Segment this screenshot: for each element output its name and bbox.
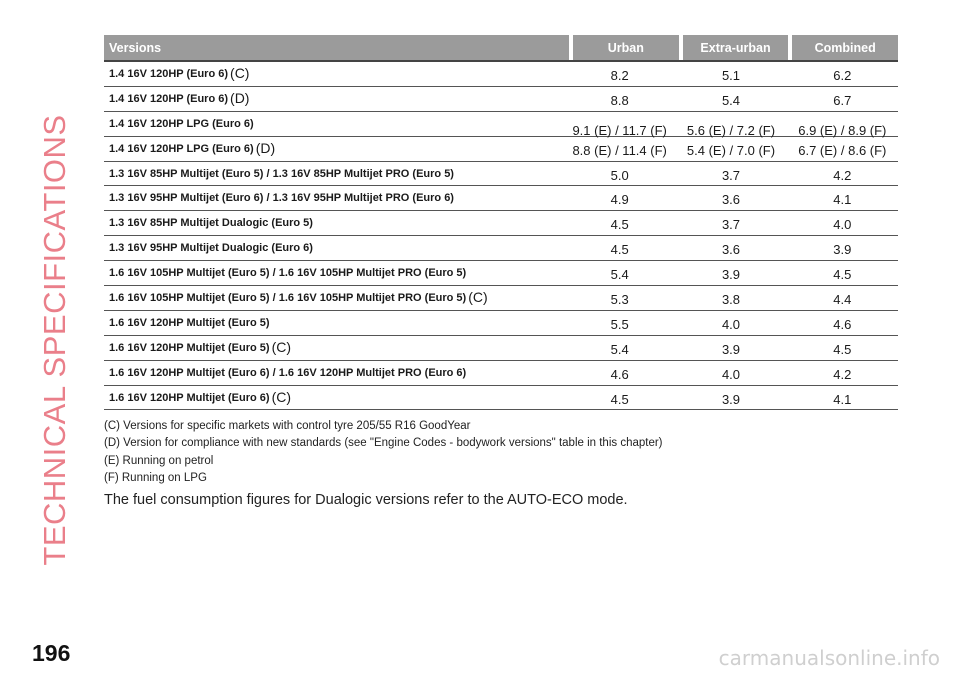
urban-value: 4.9 — [610, 192, 629, 208]
table-row — [104, 336, 898, 361]
extra-urban-value: 4.0 — [721, 366, 741, 382]
urban-value: 4.5 — [610, 391, 629, 407]
combined-value: 4.5 — [833, 267, 852, 283]
combined-value: 6.2 — [833, 68, 852, 83]
closing-note: The fuel consumption figures for Dualogic versions refer to the AUTO-ECO mode. — [104, 492, 628, 508]
footnote: (D) Version for compliance with new standards (see "Engine Codes - bodywork versions" table in this chapter) — [104, 437, 663, 450]
combined-value: 4.5 — [833, 341, 852, 357]
version-name: 1.4 16V 120HP (Euro 6) — [109, 68, 229, 80]
urban-value: 5.4 — [610, 341, 629, 357]
version-name: 1.3 16V 95HP Multijet Dualogic (Euro 6) — [109, 242, 313, 255]
extra-urban-value: 5.1 — [721, 68, 741, 83]
header-versions: Versions — [109, 40, 162, 55]
combined-value: 4.1 — [833, 192, 852, 208]
urban-value: 8.8 (E) / 11.4 (F) — [572, 142, 667, 158]
version-name: 1.4 16V 120HP LPG (Euro 6) — [109, 142, 254, 155]
extra-urban-value: 4.0 — [721, 316, 741, 332]
extra-urban-value: 3.6 — [721, 192, 741, 208]
version-name: 1.6 16V 120HP Multijet (Euro 6) / 1.6 16V 120HP Multijet PRO (Euro 6) — [109, 366, 467, 379]
table-row — [104, 361, 898, 386]
combined-value: 4.6 — [833, 316, 852, 332]
table-row — [104, 236, 898, 261]
urban-value: 4.5 — [610, 217, 629, 233]
table-row — [104, 186, 898, 211]
version-name: 1.6 16V 105HP Multijet (Euro 5) / 1.6 16V 105HP Multijet PRO (Euro 5) — [109, 292, 467, 305]
urban-value: 5.4 — [610, 267, 629, 283]
version-note: (C) — [230, 65, 250, 81]
urban-value: 4.5 — [610, 242, 629, 258]
header-urban: Urban — [607, 40, 644, 55]
extra-urban-value: 3.9 — [721, 391, 741, 407]
urban-value: 9.1 (E) / 11.7 (F) — [572, 122, 667, 138]
table-row — [104, 286, 898, 311]
combined-value: 4.2 — [833, 366, 852, 382]
table-row — [104, 87, 898, 112]
urban-value: 8.8 — [610, 92, 629, 108]
version-name: 1.3 16V 85HP Multijet Dualogic (Euro 5) — [109, 217, 313, 230]
combined-value: 6.9 (E) / 8.9 (F) — [798, 122, 887, 138]
watermark: carmanualsonline.info — [718, 646, 940, 670]
version-note: (C) — [271, 338, 292, 355]
version-name: 1.6 16V 105HP Multijet (Euro 5) / 1.6 16V 105HP Multijet PRO (Euro 5) — [109, 267, 467, 280]
version-note: (D) — [255, 139, 276, 156]
extra-urban-value: 5.6 (E) / 7.2 (F) — [686, 122, 776, 138]
version-name: 1.6 16V 120HP Multijet (Euro 5) — [109, 316, 270, 329]
table-row — [104, 162, 898, 187]
table-row — [104, 137, 898, 162]
version-name: 1.4 16V 120HP (Euro 6) — [109, 92, 229, 105]
table-header — [104, 35, 898, 62]
urban-value: 5.5 — [610, 316, 629, 332]
combined-value: 4.1 — [833, 391, 852, 407]
combined-value: 6.7 (E) / 8.6 (F) — [798, 142, 887, 158]
extra-urban-value: 3.9 — [721, 267, 741, 283]
extra-urban-value: 5.4 — [721, 92, 741, 108]
table-row — [104, 211, 898, 236]
version-note: (C) — [468, 289, 488, 306]
version-name: 1.4 16V 120HP LPG (Euro 6) — [109, 117, 254, 130]
version-name: 1.3 16V 85HP Multijet (Euro 5) / 1.3 16V 85HP Multijet PRO (Euro 5) — [109, 167, 454, 180]
table-row — [104, 261, 898, 286]
footnotes — [104, 418, 663, 487]
header-combined: Combined — [814, 40, 876, 55]
extra-urban-value: 3.7 — [721, 167, 741, 183]
version-name: 1.3 16V 95HP Multijet (Euro 6) / 1.3 16V 95HP Multijet PRO (Euro 6) — [109, 192, 454, 205]
combined-value: 6.7 — [833, 92, 852, 108]
footnote: (C) Versions for specific markets with control tyre 205/55 R16 GoodYear — [104, 420, 471, 432]
table-row — [104, 386, 898, 411]
extra-urban-value: 3.6 — [721, 242, 741, 258]
version-note: (C) — [271, 388, 292, 405]
version-name: 1.6 16V 120HP Multijet (Euro 5) — [109, 341, 270, 354]
urban-value: 5.0 — [610, 167, 629, 183]
footnote: (F) Running on LPG — [104, 471, 207, 484]
table-row — [104, 62, 898, 87]
combined-value: 3.9 — [833, 242, 852, 258]
header-extra-urban: Extra-urban — [700, 40, 771, 55]
urban-value: 5.3 — [610, 292, 629, 308]
combined-value: 4.2 — [833, 167, 852, 183]
combined-value: 4.0 — [833, 217, 852, 233]
urban-value: 8.2 — [610, 68, 629, 83]
version-note: (D) — [230, 89, 250, 106]
table-row — [104, 311, 898, 336]
table-row — [104, 112, 898, 137]
version-name: 1.6 16V 120HP Multijet (Euro 6) — [109, 391, 270, 404]
extra-urban-value: 3.7 — [721, 217, 741, 233]
footnote: (E) Running on petrol — [104, 454, 214, 467]
combined-value: 4.4 — [833, 292, 852, 308]
page-number: 196 — [32, 640, 71, 666]
extra-urban-value: 3.9 — [721, 341, 741, 357]
section-title: TECHNICAL SPECIFICATIONS — [37, 114, 72, 566]
urban-value: 4.6 — [610, 366, 629, 382]
extra-urban-value: 5.4 (E) / 7.0 (F) — [686, 142, 776, 158]
fuel-consumption-table — [104, 35, 898, 410]
extra-urban-value: 3.8 — [721, 292, 741, 308]
